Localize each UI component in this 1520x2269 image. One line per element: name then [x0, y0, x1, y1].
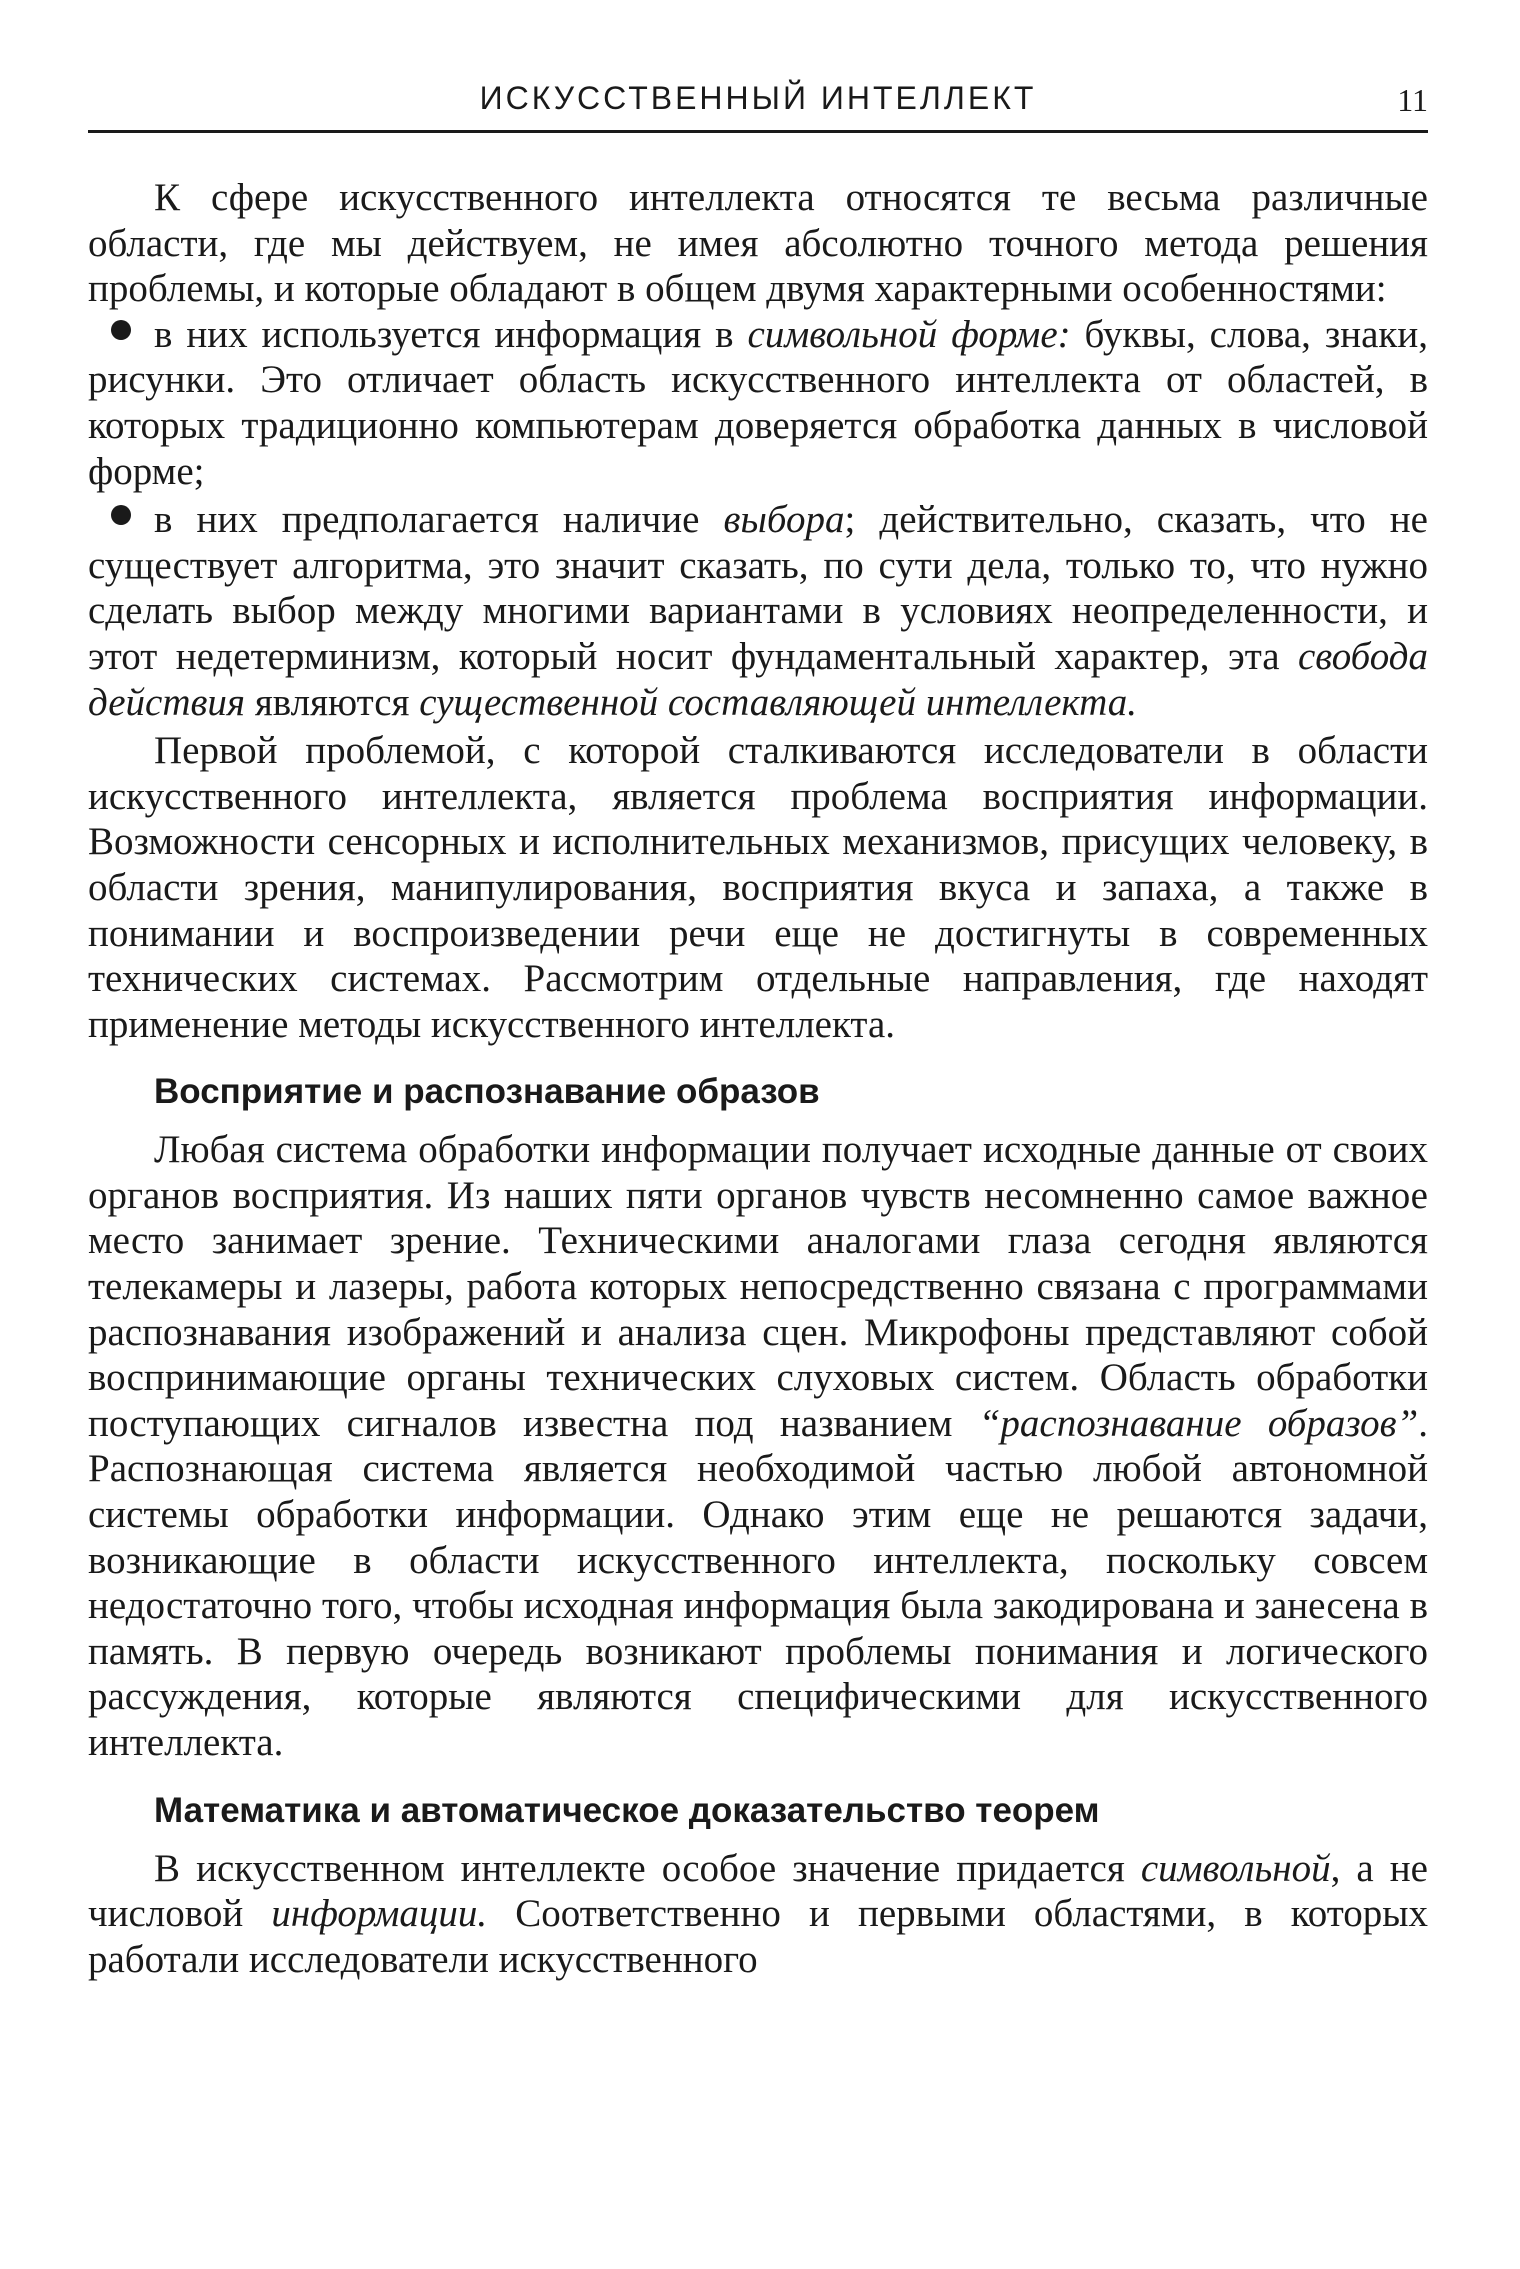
- body-text: [88, 175, 1428, 1982]
- bullet2-text-pre: в них предполагается наличие: [154, 498, 724, 542]
- bullet2-emphasis-freedom: свобода действия: [88, 634, 1428, 724]
- perception-paragraph: Первой проблемой, с которой сталкиваются исследователи в области искусственного интеллекта, является проблема восприятия информации. Возможности сенсорных и исполнительных механизмов, присущих человеку, в области зрения, манипулирования, восприятия вкуса и запаха, а также в понимании и воспроизведении речи еще не достигнуты в современных технических системах. Рассмотрим отдельные направления, где находят применение методы искусственного интеллекта.: [88, 729, 1428, 1046]
- bullet-item-choice: [88, 497, 1428, 725]
- intro-paragraph: К сфере искусственного интеллекта относятся те весьма различные области, где мы действуем, не имея абсолютно точного метода решения проблемы, и которые обладают в общем двумя характерными особенностями:: [88, 176, 1428, 311]
- page-number: 11: [1397, 82, 1428, 118]
- section2-text-pre: В искусственном интеллекте особое значение придается: [154, 1846, 1141, 1890]
- bullet1-text-post: буквы, слова, знаки, рисунки. Это отличает область искусственного интеллекта от областей, в которых традиционно компьютерам доверяется обработка данных в числовой форме;: [88, 312, 1428, 493]
- section1-emphasis: “распознавание образов”: [978, 1401, 1419, 1445]
- section2-text-mid: , а не числовой: [88, 1846, 1428, 1936]
- section2-text-post: Соответственно и первыми областями, в которых работали исследователи искусственного: [88, 1892, 1428, 1981]
- book-page: [88, 70, 1428, 2240]
- section2-emphasis-symbolic: символьной: [1140, 1846, 1331, 1890]
- bullet2-text-mid2: являются: [245, 680, 420, 724]
- running-head: [88, 70, 1428, 133]
- pattern-recognition-paragraph: [88, 1127, 1428, 1765]
- section2-emphasis-information: информации.: [271, 1892, 488, 1936]
- bullet-item-symbolic: [88, 312, 1428, 494]
- running-title: ИСКУССТВЕННЫЙ ИНТЕЛЛЕКТ: [479, 80, 1037, 116]
- bullet1-text-pre: в них используется информация в: [154, 312, 748, 356]
- bullet2-emphasis-choice: выбора: [723, 498, 845, 542]
- section1-text-post: . Распознающая система является необходимой частью любой автономной системы обработки информации. Однако этим еще не решаются задачи, возникающие в области искусственного интеллекта, поскольку совсем недостаточно того, чтобы исходная информация была закодирована и занесена в память. В первую очередь возникают проблемы понимания и логического рассуждения, которые являются специфическими для искусственного интеллекта.: [88, 1401, 1428, 1764]
- section-heading-pattern-recognition: Восприятие и распознавание образов: [154, 1072, 820, 1112]
- bullet1-emphasis: символьной форме:: [747, 312, 1071, 356]
- section1-text-pre: Любая система обработки информации получает исходные данные от своих органов восприятия. Из наших пяти органов чувств несомненно самое важное место занимает зрение. Техническими аналогами глаза сегодня являются телекамеры и лазеры, работа которых непосредственно связана с программами распознавания изображений и анализа сцен. Микрофоны представляют собой воспринимающие органы технических слуховых систем. Область обработки поступающих сигналов известна под названием: [88, 1128, 1428, 1445]
- bullet2-emphasis-component: существенной составляющей интеллекта.: [419, 680, 1138, 724]
- section-heading-theorem-proving: Математика и автоматическое доказательство теорем: [154, 1790, 1100, 1830]
- theorem-proving-paragraph: [88, 1846, 1428, 1983]
- bullet2-text-mid1: ; действительно, сказать, что не существует алгоритма, это значит сказать, по сути дела, только то, что нужно сделать выбор между многими вариантами в условиях неопределенности, и этот недетерминизм, который носит фундаментальный характер, эта: [88, 498, 1428, 678]
